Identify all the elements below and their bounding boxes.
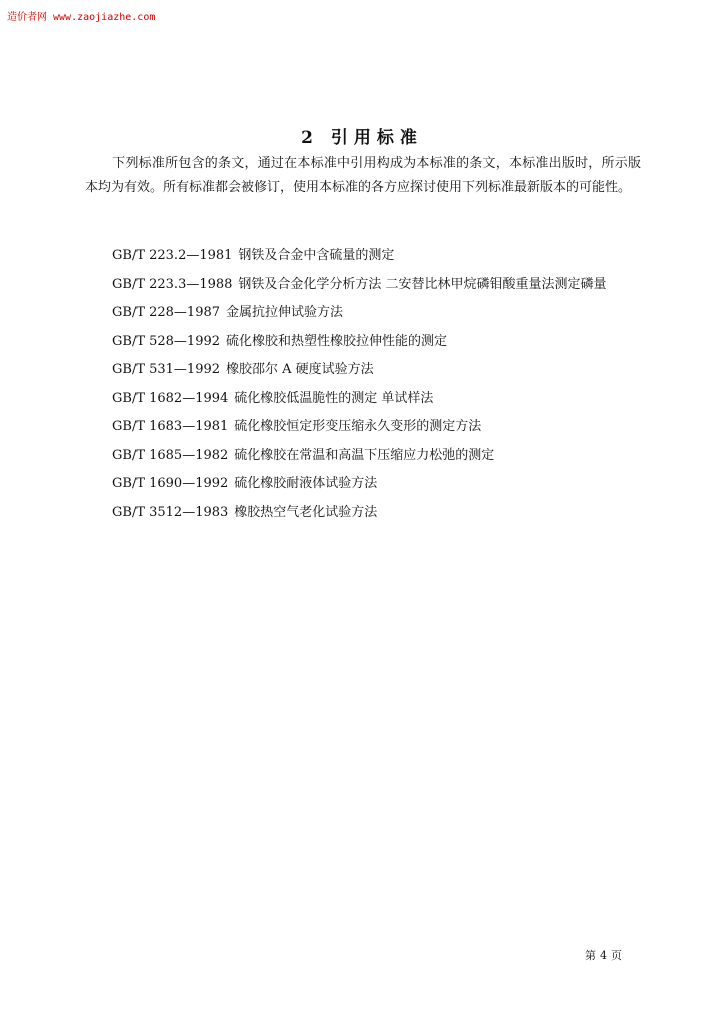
page-number-prefix: 第 [585, 949, 596, 962]
reference-code: GB/T 3512—1983 [112, 504, 229, 520]
reference-code: GB/T 1690—1992 [112, 476, 229, 491]
reference-title: 钢铁及合金化学分析方法 二安替比林甲烷磷钼酸重量法测定磷量 [238, 276, 607, 292]
reference-code: GB/T 528—1992 [112, 333, 221, 349]
watermark-text: 造价者网 www.zaojiazhe.com [7, 12, 156, 23]
reference-item [85, 356, 641, 385]
reference-item [85, 413, 641, 442]
reference-code: GB/T 223.3—1988 [112, 276, 233, 292]
reference-item [85, 470, 641, 499]
reference-item [85, 299, 641, 328]
intro-paragraph-text: 下列标准所包含的条文，通过在本标准中引用构成为本标准的条文，本标准出版时，所示版本均为有效。所有标准都会被修订，使用本标准的各方应探讨使用下列标准最新版本的可能性。 [85, 156, 641, 195]
reference-code: GB/T 228—1987 [112, 305, 221, 320]
reference-title: 硫化橡胶在常温和高温下压缩应力松弛的测定 [234, 447, 495, 463]
reference-list [85, 242, 641, 527]
reference-title: 金属抗拉伸试验方法 [226, 305, 344, 320]
page-number-value: 4 [600, 949, 607, 962]
intro-paragraph [85, 152, 641, 200]
reference-code: GB/T 223.2—1981 [112, 248, 233, 263]
page-number [583, 947, 624, 963]
reference-item [85, 442, 641, 471]
reference-item [85, 242, 641, 271]
reference-title: 钢铁及合金中含硫量的测定 [238, 248, 395, 263]
reference-title: 橡胶邵尔 A 硬度试验方法 [226, 362, 374, 377]
page-number-suffix: 页 [611, 949, 622, 962]
reference-title: 硫化橡胶低温脆性的测定 单试样法 [234, 390, 434, 406]
reference-code: GB/T 531—1992 [112, 362, 221, 377]
reference-item [85, 385, 641, 414]
reference-code: GB/T 1682—1994 [112, 390, 229, 406]
reference-code: GB/T 1685—1982 [112, 447, 229, 463]
reference-code: GB/T 1683—1981 [112, 419, 229, 434]
reference-title: 硫化橡胶恒定形变压缩永久变形的测定方法 [234, 419, 482, 434]
reference-title: 硫化橡胶和热塑性橡胶拉伸性能的测定 [226, 333, 448, 349]
reference-item [85, 499, 641, 528]
section-title: 2 引用标准 [301, 128, 423, 148]
reference-item [85, 271, 641, 300]
reference-item [85, 328, 641, 357]
reference-title: 橡胶热空气老化试验方法 [234, 504, 378, 520]
reference-title: 硫化橡胶耐液体试验方法 [234, 476, 378, 491]
